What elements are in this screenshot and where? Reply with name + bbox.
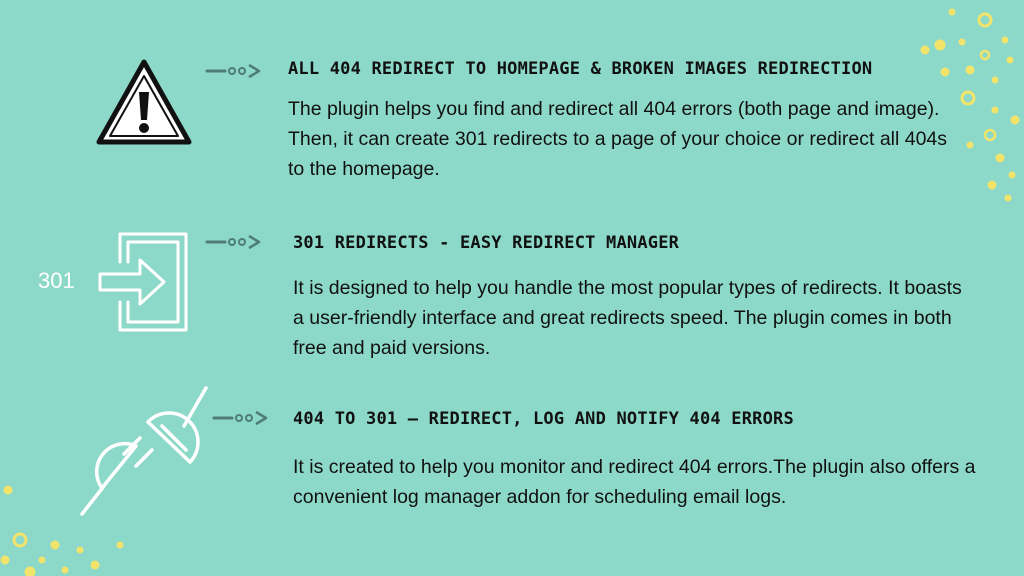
arrow-bullet-icon: [205, 234, 261, 250]
feature-description: It is created to help you monitor and redirect 404 errors.The plugin also offers a convenient log manager addon for scheduling email logs.: [293, 456, 976, 508]
feature-title: ALL 404 REDIRECT TO HOMEPAGE & BROKEN IMAGES REDIRECTION: [288, 59, 873, 79]
plug-icon: [78, 384, 212, 518]
feature-description: It is designed to help you handle the most popular types of redirects. It boasts a user-friendly interface and great redirects speed. The plugin comes in both free and paid versions.: [293, 277, 962, 359]
arrow-bullet-icon: [205, 63, 261, 79]
warning-icon: [94, 56, 194, 148]
feature-title: 301 REDIRECTS - EASY REDIRECT MANAGER: [293, 233, 680, 253]
redirect-enter-icon: [96, 230, 192, 334]
feature-title: 404 TO 301 – REDIRECT, LOG AND NOTIFY 404 ERRORS: [293, 409, 794, 429]
redirect-code-label: 301: [38, 268, 75, 293]
feature-description: The plugin helps you find and redirect all 404 errors (both page and image). Then, it can create 301 redirects to a page of your choice or redirect all 404s to the homepage.: [288, 98, 948, 180]
arrow-bullet-icon: [212, 410, 268, 426]
